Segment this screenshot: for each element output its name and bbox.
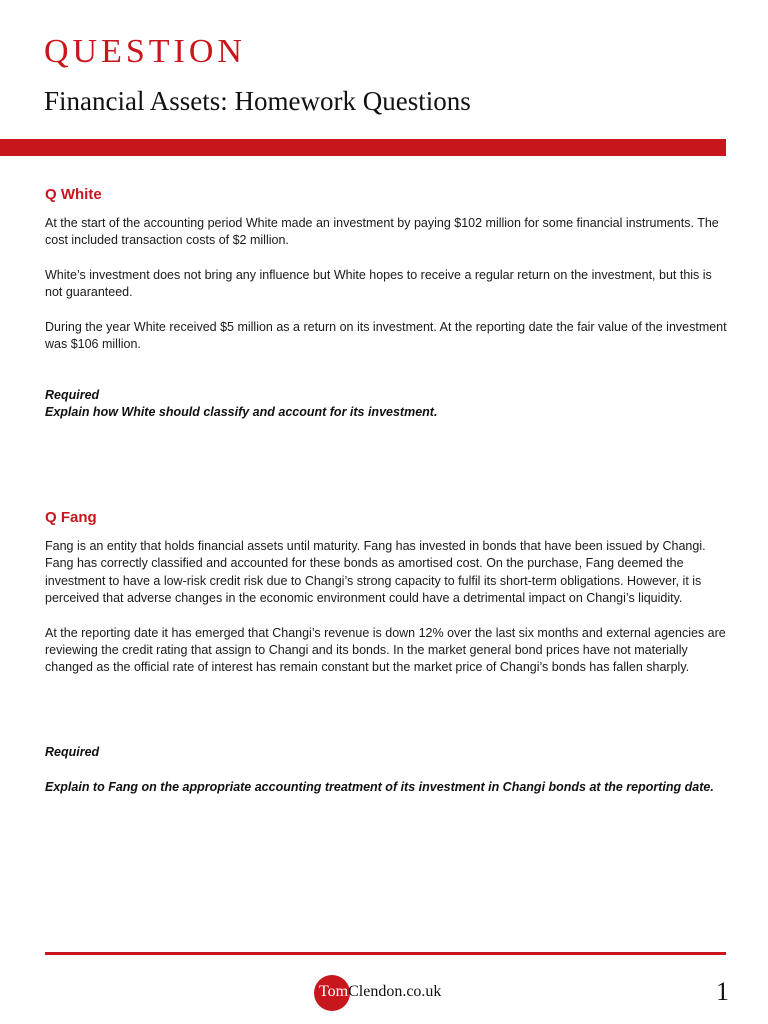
page-title: Financial Assets: Homework Questions — [44, 86, 471, 116]
required-label: Required — [45, 745, 100, 759]
question-fang-required-label-block — [45, 744, 729, 761]
footer-divider — [45, 952, 726, 955]
site-logo — [314, 975, 441, 1009]
required-label: Required — [45, 388, 100, 402]
logo-text-domain: Clendon.co.uk — [348, 983, 442, 1000]
required-instruction: Explain to Fang on the appropriate accounting treatment of its investment in Changi bonds at the reporting date. — [45, 780, 714, 794]
page-kicker: QUESTION — [44, 33, 246, 70]
question-white-paragraph-2: White’s investment does not bring any influence but White hopes to receive a regular return on the investment, but this is not guaranteed. — [45, 267, 712, 300]
question-fang-paragraph-1: Fang is an entity that holds financial assets until maturity. Fang has invested in bonds that have been issued by Changi. Fang has correctly classified and accounted for these bonds as amortised cost. On the purchase, Fang deemed the investment to have a low-risk credit risk due to Changi’s strong capacity to fulfil its short-term obligations. However, it is perceived that adverse changes in the economic environment could have a detrimental impact on Changi’s liquidity. — [45, 539, 706, 606]
header-divider-bar — [0, 139, 726, 156]
question-white-paragraph-3: During the year White received $5 million as a return on its investment. At the reporting date the fair value of the investment was $106 million. — [45, 319, 727, 352]
page-number: 1 — [716, 977, 729, 1006]
question-fang-section — [45, 508, 729, 694]
question-white-paragraph-1: At the start of the accounting period White made an investment by paying $102 million for some financial instruments. The cost included transaction costs of $2 million. — [45, 216, 719, 248]
question-fang-paragraph-2: At the reporting date it has emerged that Changi’s revenue is down 12% over the last six months and external agencies are reviewing the credit rating that assign to Changi and its bonds. In the market general bond prices have not materially changed as the official rate of interest has remain constant but the market price of Changi’s bonds has fallen sharply. — [45, 625, 726, 675]
question-white-heading: Q White — [45, 186, 102, 203]
question-fang-required — [45, 779, 729, 796]
logo-text-tom: Tom — [319, 983, 349, 1000]
question-fang-heading: Q Fang — [45, 509, 97, 526]
question-white-section — [45, 185, 729, 370]
required-instruction: Explain how White should classify and account for its investment. — [45, 405, 438, 420]
logo-text — [314, 975, 441, 1009]
question-white-required — [45, 387, 729, 422]
